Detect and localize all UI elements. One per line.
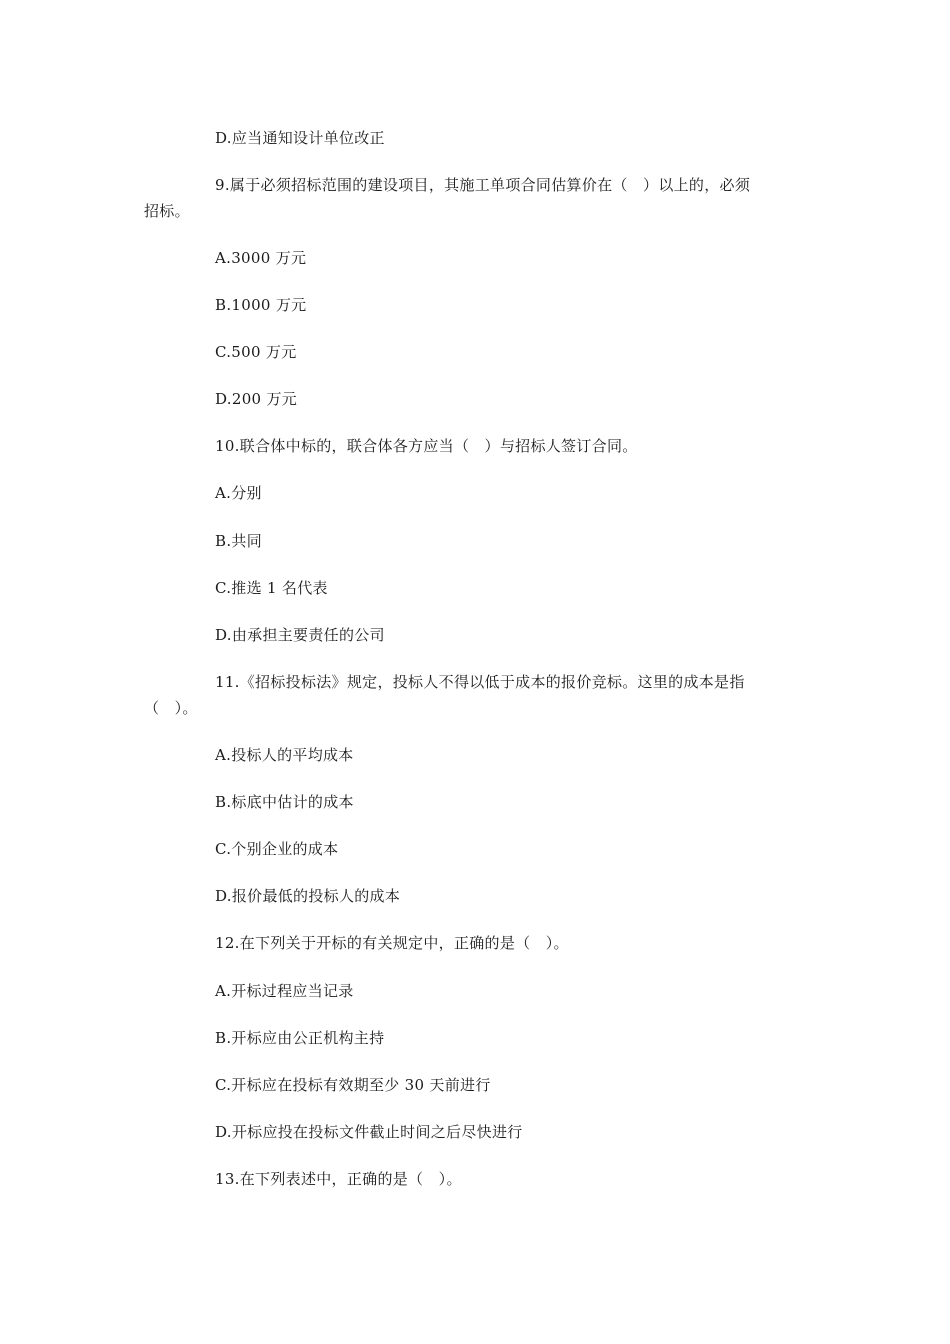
option-text: A.投标人的平均成本 [215, 746, 354, 764]
question-10-text: 10.联合体中标的，联合体各方应当（ ）与招标人签订合同。 [215, 437, 638, 455]
question-9-text-cont: 招标。 [144, 202, 190, 220]
question-11-text: 11.《招标投标法》规定，投标人不得以低于成本的报价竞标。这里的成本是指 [215, 673, 745, 691]
question-12-text: 12.在下列关于开标的有关规定中，正确的是（ ）。 [215, 934, 569, 952]
option-text: D.报价最低的投标人的成本 [215, 887, 401, 905]
question-11-text-cont: （ ）。 [144, 699, 198, 717]
option-text: A.分别 [215, 484, 262, 502]
option-text: A.开标过程应当记录 [215, 982, 354, 1000]
question-9-text: 9.属于必须招标范围的建设项目，其施工单项合同估算价在（ ）以上的，必须 [215, 176, 751, 194]
option-text: D.应当通知设计单位改正 [215, 129, 385, 147]
question-13-text: 13.在下列表述中，正确的是（ ）。 [215, 1170, 462, 1188]
option-text: D.开标应投在投标文件截止时间之后尽快进行 [215, 1123, 523, 1141]
option-text: C.500 万元 [215, 343, 297, 361]
option-text: B.共同 [215, 532, 262, 550]
option-text: B.开标应由公正机构主持 [215, 1029, 385, 1047]
option-text: C.开标应在投标有效期至少 30 天前进行 [215, 1076, 491, 1094]
option-text: B.标底中估计的成本 [215, 793, 354, 811]
option-text: C.推选 1 名代表 [215, 579, 328, 597]
option-text: C.个别企业的成本 [215, 840, 339, 858]
option-text: B.1000 万元 [215, 296, 307, 314]
option-text: D.200 万元 [215, 390, 298, 408]
option-text: A.3000 万元 [215, 249, 307, 267]
option-text: D.由承担主要责任的公司 [215, 626, 385, 644]
